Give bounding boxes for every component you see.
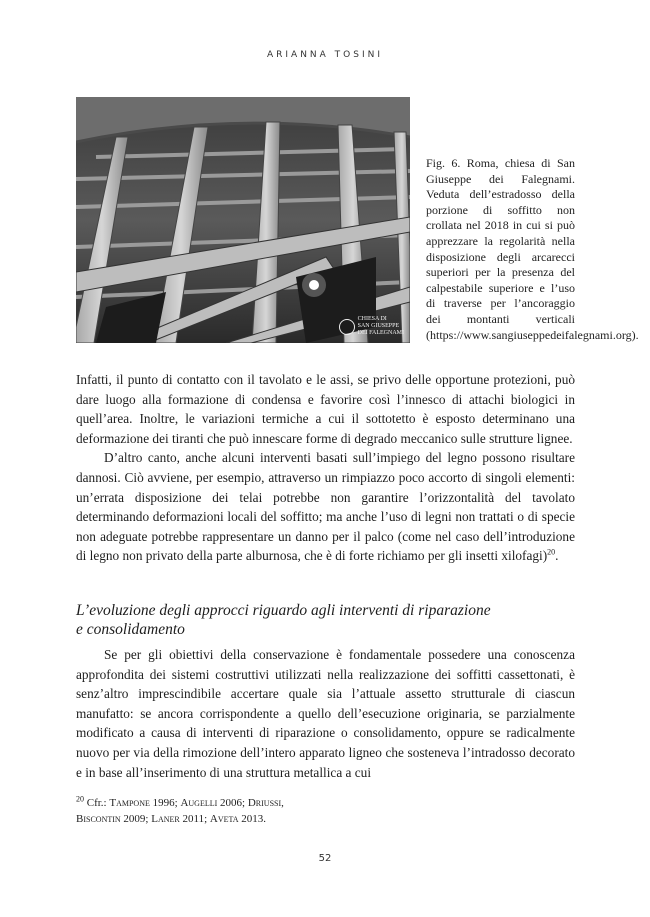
footnote-author: Biscontin xyxy=(76,813,121,825)
footnote xyxy=(76,795,376,827)
stamp-line: DEI FALEGNAMI xyxy=(357,330,404,336)
footnote-year: 2009; xyxy=(123,813,149,825)
running-head: ARIANNA TOSINI xyxy=(266,50,384,60)
stamp-line: SAN GIUSEPPE xyxy=(357,323,400,329)
paragraph: Infatti, il punto di contatto con il tavolato e le assi, se privo delle opportune protezioni, può dare luogo alla formazione di condensa e favorire così l’innesco di attachi biologici in quell’area. Inoltre, le variazioni termiche a cui il sottotetto è esposto determinano una deformazione dei tiranti che può innescare forme di degrado meccanico sulle strutture lignee. xyxy=(76,372,575,446)
figure-caption: Fig. 6. Roma, chiesa di San Giuseppe dei Falegnami. Veduta dell’estradosso della porzione di soffitto non crollata nel 2018 in cui si può apprezzare la regolarità nella disposizione degli arcarecci superiori per la presenza del calpestabile superiore e l’uso di traverse per l’ancoraggio dei montanti verticali (https://www.sangiuseppedeifalegnami.org). xyxy=(426,156,639,342)
body-text-bottom xyxy=(76,645,575,782)
figure-photo xyxy=(76,97,410,343)
footnote-year: 2013. xyxy=(241,813,267,825)
paragraph: Se per gli obiettivi della conservazione è fondamentale possedere una conoscenza approfondita dei sistemi costruttivi utilizzati nella realizzazione dei soffitti cassettonati, è senz’altro imprescindibile accertare quale sia l’attuale assetto strutturale di ciascun manufatto: se ancora corrispondente a quello dell’esecuzione originaria, se parzialmente modificato a causa di interventi di riparazione o consolidamento, oppure se radicalmente nuovo per via della rimozione dell’intero apparato ligneo che sosteneva l’intradosso decorato e in base all’inserimento di una struttura metallica a cui xyxy=(76,647,575,780)
page-number: 52 xyxy=(318,853,332,864)
stamp-line: CHIESA DI xyxy=(357,316,387,322)
footnote-cfr: Cfr.: xyxy=(86,797,107,809)
footnote-author: Aveta xyxy=(209,813,239,825)
section-heading-line: e consolidamento xyxy=(76,621,185,638)
footnote-author: Tampone xyxy=(109,797,150,809)
footnote-author: Augelli xyxy=(180,797,218,809)
church-watermark-stamp xyxy=(339,316,404,337)
footnote-year: 2011; xyxy=(182,813,208,825)
roof-structure-photo xyxy=(76,97,410,343)
section-heading-line: L’evoluzione degli approcci riguardo agli interventi di riparazione xyxy=(76,602,491,619)
footnote-number: 20 xyxy=(76,794,84,804)
footnote-author: Laner xyxy=(151,813,180,825)
footnote-reference[interactable]: 20 xyxy=(547,547,556,557)
body-text-top xyxy=(76,370,575,566)
paragraph: D’altro canto, anche alcuni interventi basati sull’impiego del legno possono risultare dannosi. Ciò avviene, per esempio, attraverso un rimpiazzo poco accorto di singoli elementi: un’errata disposizione dei telai potrebbe non garantire l’orizzontalità del tavolato determinando deformazioni locali del soffitto; ma anche l’uso di legni non trattati o di specie non adeguate potrebbe rappresentare un danno per il palco (come nel caso dell’introduzione di legno non privato della parte alburnosa, che è di forte richiamo per gli insetti xilofagi)$^{20}$. xyxy=(76,450,575,564)
section-heading xyxy=(76,601,575,639)
footnote-year: 1996; xyxy=(152,797,178,809)
seal-icon xyxy=(339,319,355,335)
footnote-author: Driussi, xyxy=(247,797,284,809)
paragraph-text: D’altro canto, anche alcuni interventi basati sull’impiego del legno possono risultare dannosi. Ciò avviene, per esempio, attraverso un rimpiazzo poco accorto di singoli elementi: un’errata disposizione dei telai potrebbe non garantire l’orizzontalità del tavolato determinando deformazioni locali del soffitto; ma anche l’uso di legni non trattati o di specie non adeguate potrebbe rappresentare un danno per il palco (come nel caso dell’introduzione di legno non privato della parte alburnosa, che è di forte richiamo per gli insetti xilofagi) xyxy=(76,450,575,564)
footnote-year: 2006; xyxy=(220,797,246,809)
